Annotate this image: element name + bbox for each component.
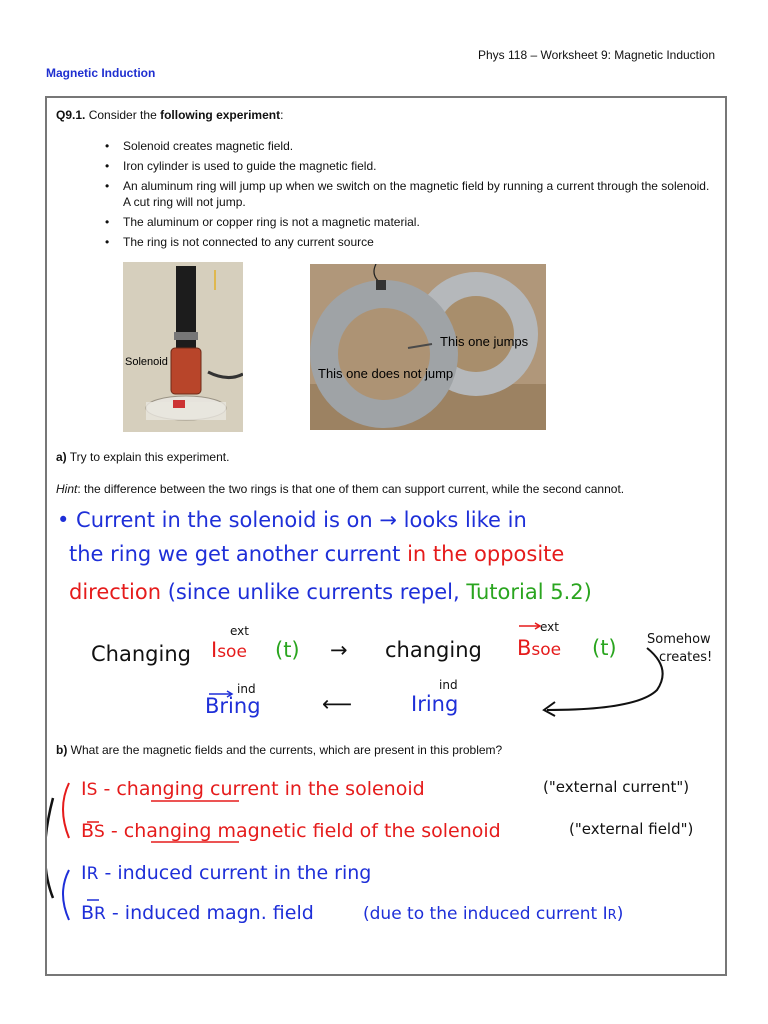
hw-line3c: Tutorial 5.2) <box>459 580 592 604</box>
hw-b-line4-note-sub: R <box>607 908 617 923</box>
hw-arrow1: → <box>330 638 348 662</box>
question-intro-post: : <box>280 108 284 122</box>
hw-b-line4-note-end: ) <box>616 904 624 924</box>
hw-t1: (t) <box>275 638 300 662</box>
hw-b-line4 <box>81 902 314 924</box>
ring-jumps-label: This one jumps <box>440 334 529 349</box>
hw-I-soe-sym: I <box>211 638 218 662</box>
hw-b-line1 <box>81 778 425 800</box>
part-a-label: a) <box>56 450 67 464</box>
solenoid-photo <box>123 262 243 432</box>
part-a-hint <box>56 482 624 496</box>
hw-b-line3-sym: I <box>81 862 87 884</box>
hw-I-soe <box>211 638 247 662</box>
hw-creates: creates! <box>659 650 713 665</box>
hw-b-line4-sym: B <box>81 902 95 924</box>
part-b-text: What are the magnetic fields and the currents, which are present in this problem? <box>67 743 503 757</box>
hw-b-line4-note <box>363 904 623 924</box>
hw-line2 <box>69 542 564 566</box>
hw-I-ring-sub: ring <box>417 692 459 716</box>
part-b-label: b) <box>56 743 68 757</box>
hw-line3b: (since unlike currents repel, <box>161 580 460 604</box>
hw-b-line2-changing: changing <box>123 820 212 842</box>
hw-b-line4-sub: R <box>94 904 106 924</box>
hw-line2b: in the opposite <box>400 542 565 566</box>
hw-b-line3-sub: R <box>86 864 99 884</box>
hw-b-line1-rest: current in the solenoid <box>203 778 425 800</box>
hw-b-line4-note-text: (due to the induced current I <box>363 904 608 924</box>
bullet-item: • Solenoid creates magnetic field. <box>105 138 715 154</box>
rings-photo <box>310 264 546 430</box>
hw-b-line1-sub: S <box>86 780 98 800</box>
hw-b-line2-sym: B <box>81 820 95 842</box>
question-intro-pre: Consider the <box>88 108 161 122</box>
hw-b-line2-dash: - <box>104 820 124 842</box>
hw-B-ring-sym: B <box>205 694 220 718</box>
hw-changing2: changing <box>385 638 482 662</box>
hw-ext-1: ext <box>230 624 249 638</box>
hw-b-line3 <box>81 862 371 884</box>
question-number: Q9.1. <box>56 108 86 122</box>
hw-somehow: Somehow <box>647 632 711 647</box>
header-course: Phys 118 – Worksheet 9: Magnetic Induction <box>478 48 716 62</box>
hw-I-ring-sym: I <box>411 692 418 716</box>
bullet-item: • Iron cylinder is used to guide the magnetic field. <box>105 158 715 174</box>
hw-b-line2-note: ("external field") <box>569 820 694 838</box>
hw-line3 <box>69 580 592 604</box>
solenoid-label: Solenoid <box>125 356 168 368</box>
part-b-question <box>56 743 502 757</box>
question-box <box>45 96 727 976</box>
hw-b-line3-rest: - induced current in the ring <box>98 862 372 884</box>
question-intro-bold: following experiment <box>160 108 281 122</box>
hw-line2a: the ring we get another current <box>69 542 401 566</box>
section-title: Magnetic Induction <box>46 66 156 80</box>
hw-b-line2-sub: S <box>94 822 105 842</box>
hint-label: Hint <box>56 482 78 496</box>
experiment-bullets <box>105 138 715 254</box>
bullet-item: • An aluminum ring will jump up when we switch on the magnetic field by running a current through the solenoid. A cut ring will not jump. <box>105 178 715 210</box>
hw-ind-1: ind <box>237 682 256 696</box>
hw-b-line1-sym: I <box>81 778 87 800</box>
question-intro <box>56 108 283 122</box>
hw-B-soe <box>517 636 561 660</box>
hw-ind-2: ind <box>439 678 458 692</box>
hw-ext-2: ext <box>540 620 559 634</box>
hw-B-ring <box>205 694 261 718</box>
hw-b-line2-rest: magnetic field of the solenoid <box>211 820 501 842</box>
bullet-item: • The aluminum or copper ring is not a magnetic material. <box>105 214 715 230</box>
hw-t2: (t) <box>592 636 617 660</box>
hw-line3a: direction <box>69 580 162 604</box>
hw-line1: • Current in the solenoid is on → looks like in <box>57 508 527 532</box>
solenoid-illustration <box>123 262 243 432</box>
hw-changing1: Changing <box>91 642 191 666</box>
hw-I-ring <box>411 692 458 716</box>
hw-B-soe-sym: B <box>517 636 532 660</box>
hw-b-line1-note: ("external current") <box>543 778 690 796</box>
part-a-text: Try to explain this experiment. <box>66 450 230 464</box>
bullet-item: • The ring is not connected to any current source <box>105 234 715 250</box>
hw-B-soe-sub: soe <box>531 640 562 660</box>
hw-I-soe-sub: soe <box>217 642 247 662</box>
hint-text: : the difference between the two rings is that one of them can support current, while the second cannot. <box>77 482 625 496</box>
hw-B-ring-sub: ring <box>219 694 261 718</box>
hw-b-line1-changing: changing <box>116 778 204 800</box>
ring-not-jump-label: This one does not jump <box>318 366 454 381</box>
hw-left-arrow: ⟵ <box>322 692 353 716</box>
hw-b-line2 <box>81 820 501 842</box>
hw-b-line4-rest: - induced magn. field <box>105 902 314 924</box>
hw-b-line1-dash: - <box>97 778 117 800</box>
part-a-question <box>56 450 229 464</box>
